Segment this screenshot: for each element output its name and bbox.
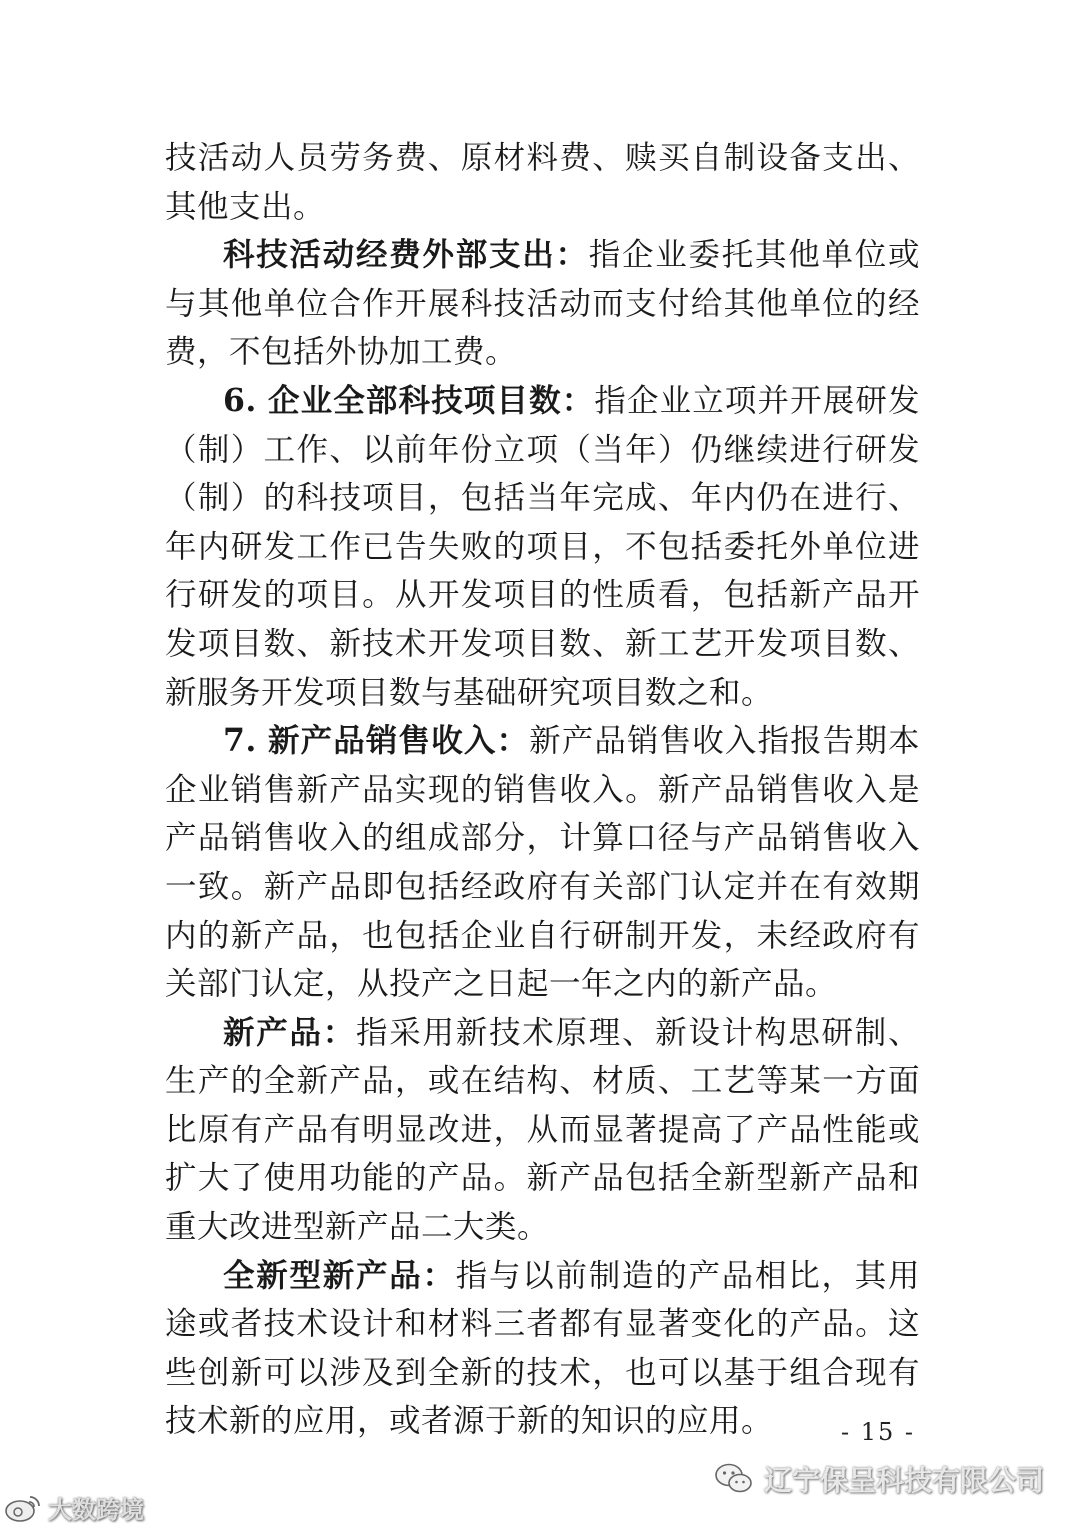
term-heading: 全新型新产品：: [223, 1257, 456, 1294]
watermark-source-text: 大数跨境: [48, 1496, 144, 1524]
weibo-icon: [4, 1493, 42, 1523]
watermark-company: [714, 1459, 1044, 1499]
watermark-source: [4, 1490, 144, 1525]
paragraph-new-product: [165, 1009, 920, 1252]
term-heading: 新产品：: [223, 1014, 356, 1051]
paragraph-text: 新产品销售收入指报告期本企业销售新产品实现的销售收入。新产品销售收入是产品销售收入的组成部分，计算口径与产品销售收入一致。新产品即包括经政府有关部门认定并在有效期内的新产品，也包括企业自行研制开发，未经政府有关部门认定，从投产之日起一年之内的新产品。: [165, 723, 920, 1003]
section-number: 6.: [223, 381, 257, 419]
document-body: [165, 134, 920, 1446]
paragraph-text: 指企业立项并开展研发（制）工作、以前年份立项（当年）仍继续进行研发（制）的科技项目，包括当年完成、年内仍在进行、年内研发工作已告失败的项目，不包括委托外单位进行研发的项目。从开发项目的性质看，包括新产品开发项目数、新技术开发项目数、新工艺开发项目数、新服务开发项目数与基础研究项目数之和。: [165, 382, 920, 711]
term-heading: 新产品销售收入：: [268, 723, 530, 760]
paragraph-external-expenditure: [165, 231, 920, 377]
page-number: - 15 -: [840, 1418, 915, 1446]
term-heading: 科技活动经费外部支出：: [223, 237, 589, 274]
paragraph-new-product-sales: [165, 717, 920, 1009]
paragraph-text: 技活动人员劳务费、原材料费、赎买自制设备支出、其他支出。: [165, 140, 920, 225]
paragraph-text: 指企业委托其他单位或与其他单位合作开展科技活动而支付给其他单位的经费，不包括外协加工费。: [165, 237, 920, 371]
paragraph-brand-new-product: [165, 1252, 920, 1446]
paragraph-project-count: [165, 377, 920, 717]
section-number: 7.: [223, 722, 257, 760]
wechat-icon: [714, 1462, 754, 1496]
paragraph-text: 指采用新技术原理、新设计构思研制、生产的全新产品，或在结构、材质、工艺等某一方面比原有产品有明显改进，从而显著提高了产品性能或扩大了使用功能的产品。新产品包括全新型新产品和重大改进型新产品二大类。: [165, 1014, 920, 1246]
term-heading: 企业全部科技项目数：: [268, 382, 595, 419]
watermark-company-text: 辽宁保呈科技有限公司: [763, 1464, 1044, 1497]
paragraph-continuation: [165, 134, 920, 231]
paragraph-text: 指与以前制造的产品相比，其用途或者技术设计和材料三者都有显著变化的产品。这些创新可以涉及到全新的技术，也可以基于组合现有技术新的应用，或者源于新的知识的应用。: [165, 1257, 920, 1440]
